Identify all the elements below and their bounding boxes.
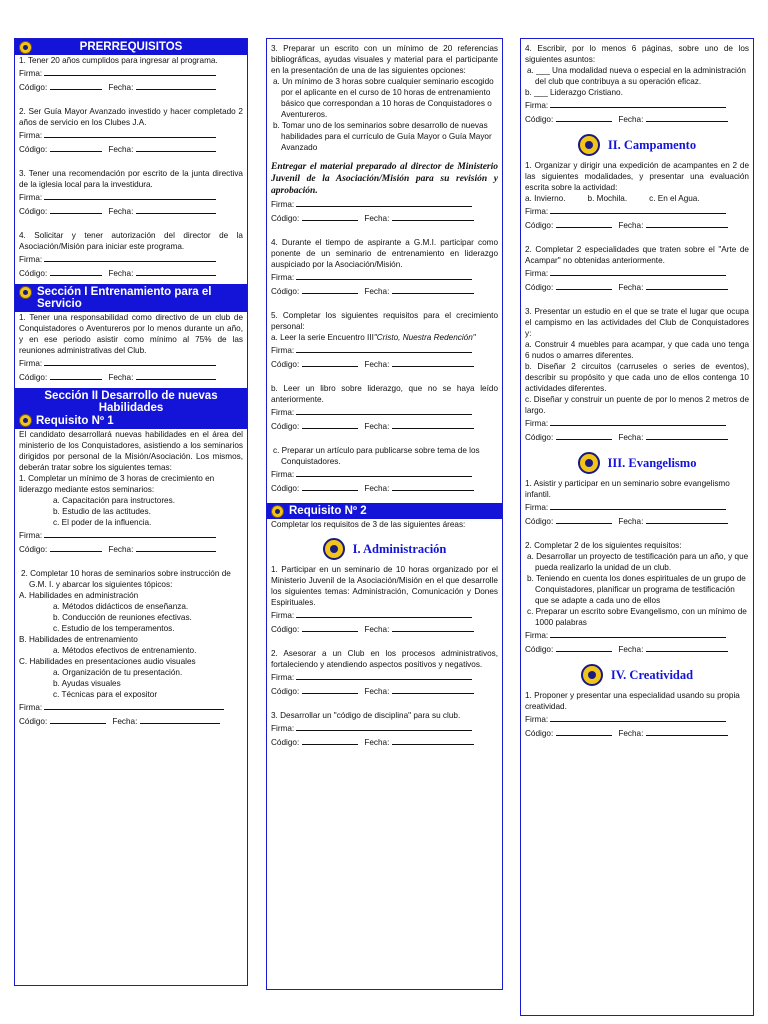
firma-line[interactable]: [296, 608, 472, 618]
list-item: b. Conducción de reuniones efectivas.: [53, 613, 192, 622]
section-heading: [521, 452, 753, 474]
column-2: [266, 38, 503, 990]
signature-block: Firma: Código: Fecha:: [15, 128, 247, 156]
item-4-option-b: b. ___ Liderazgo Cristiano.: [525, 88, 623, 97]
prereq-item-1: 1. Tener 20 años cumplidos para ingresar al programa.: [19, 56, 218, 65]
codigo-line[interactable]: [556, 642, 612, 652]
firma-line[interactable]: [550, 204, 726, 214]
fecha-line[interactable]: [392, 684, 474, 694]
firma-line[interactable]: [44, 190, 216, 200]
codigo-line[interactable]: [50, 80, 102, 90]
camp-item-3-c: c. Diseñar y construir un puente de por lo menos 2 metros de largo.: [525, 395, 749, 415]
signature-block: Firma: Código: Fecha:: [267, 721, 502, 749]
camp-item-1: 1. Organizar y dirigir una expedición de acampantes en 2 de las siguientes modalidades, y presentar una evaluación escrita sobre la actividad:: [525, 161, 749, 192]
fecha-line[interactable]: [136, 80, 216, 90]
signature-block: Firma: Código: Fecha:: [521, 416, 753, 444]
prereq-item-3: 3. Tener una recomendación por escrito de la junta directiva de la iglesia local para la investidura.: [19, 169, 243, 189]
firma-line[interactable]: [550, 712, 726, 722]
signature-block: Firma: Código: Fecha:: [521, 712, 753, 740]
firma-line[interactable]: [44, 66, 216, 76]
fecha-line[interactable]: [392, 211, 474, 221]
codigo-line[interactable]: [556, 726, 612, 736]
group-b-label: B. Habilidades de entrenamiento: [19, 635, 138, 644]
list-item: a. Métodos didácticos de enseñanza.: [53, 602, 189, 611]
codigo-line[interactable]: [302, 357, 358, 367]
firma-line[interactable]: [296, 343, 472, 353]
requisito-1-intro: El candidato desarrollará nuevas habilidades en el área del ministerio de los Conquistadores, asistiendo a los seminarios dirigidos por personal de la Misión/Asociación. Los mismos, deberán tratar sobre los siguientes temas:: [19, 430, 243, 472]
fecha-line[interactable]: [646, 112, 728, 122]
item-3-option-b: b. Tomar uno de los seminarios sobre desarrollo de nuevas habilidades para el currículo de Guía Mayor o Guía Mayor Avanzado: [273, 121, 492, 152]
camp-item-3-b: b. Diseñar 2 circuitos (carruseles o series de eventos), describir su propósito y que cada uno de ellos contenga 10 actividades diferentes.: [525, 362, 749, 393]
firma-line[interactable]: [550, 628, 726, 638]
list-item: c. El poder de la influencia.: [53, 518, 152, 527]
fecha-line[interactable]: [392, 284, 474, 294]
camp-item-1-options: a. Invierno. b. Mochila. c. En el Agua.: [525, 194, 700, 203]
signature-block: Firma: Código: Fecha:: [15, 190, 247, 218]
codigo-line[interactable]: [556, 112, 612, 122]
firma-line[interactable]: [44, 700, 224, 710]
evan-item-2: 2. Completar 2 de los siguientes requisitos:: [525, 541, 682, 550]
codigo-line[interactable]: [302, 284, 358, 294]
item-4-text: 4. Escribir, por lo menos 6 páginas, sobre uno de los siguientes asuntos:: [525, 44, 749, 64]
codigo-line[interactable]: [302, 735, 358, 745]
codigo-line[interactable]: [302, 622, 358, 632]
firma-line[interactable]: [296, 197, 472, 207]
list-item: a. Capacitación para instructores.: [53, 496, 175, 505]
fecha-line[interactable]: [646, 218, 728, 228]
codigo-line[interactable]: [50, 542, 102, 552]
signature-block: Firma: Código: Fecha:: [267, 405, 502, 433]
list-item: a. Organización de tu presentación.: [53, 668, 183, 677]
fecha-line[interactable]: [646, 430, 728, 440]
requisito-2-title: Requisito Nº 2: [289, 505, 367, 517]
fecha-line[interactable]: [392, 622, 474, 632]
prereq-item-2: 2. Ser Guía Mayor Avanzado investido y hacer completado 2 años de servicio en los Clubes J.A.: [19, 107, 243, 127]
list-item: a. Métodos efectivos de entrenamiento.: [53, 646, 197, 655]
firma-line[interactable]: [296, 467, 472, 477]
campamento-title: II. Campamento: [607, 137, 697, 152]
fecha-line[interactable]: [136, 542, 216, 552]
evan-item-2-a: a. Desarrollar un proyecto de testificación para un año, y que pueda realizarlo la unidad de un club.: [527, 552, 749, 572]
evangelismo-title: III. Evangelismo: [607, 455, 697, 470]
list-item: b. Ayudas visuales: [53, 679, 121, 688]
signature-block: Firma: Código: Fecha:: [521, 500, 753, 528]
emblem-icon: [578, 134, 600, 156]
emblem-icon: [581, 664, 603, 686]
firma-line[interactable]: [44, 128, 216, 138]
emblem-icon: [323, 538, 345, 560]
prerequisites-title: PRERREQUISITOS: [79, 41, 183, 53]
firma-line[interactable]: [550, 98, 726, 108]
section-1-title: Sección I Entrenamiento para el Servicio: [37, 286, 212, 310]
firma-line[interactable]: [296, 270, 472, 280]
requisito-2-header: [267, 503, 502, 519]
section-1-text: 1. Tener una responsabilidad como directivo de un club de Conquistadores o Aventureros por lo menos durante un año, y en ese periodo asistir como mínimo al 75% de las reuniones administrativas del Club.: [19, 313, 243, 355]
fecha-line[interactable]: [136, 370, 216, 380]
column-3: [520, 38, 754, 1016]
firma-line[interactable]: [296, 721, 472, 731]
firma-line[interactable]: [44, 252, 216, 262]
item-5-option-c: c. Preparar un artículo para publicarse sobre tema de los Conquistadores.: [273, 446, 480, 466]
emblem-icon: [19, 41, 32, 54]
emblem-icon: [271, 505, 284, 518]
signature-block: Firma: Código: Fecha:: [15, 66, 247, 94]
signature-block: Firma: Código: Fecha:: [521, 266, 753, 294]
signature-block: Firma: Código: Fecha:: [267, 197, 502, 225]
firma-line[interactable]: [44, 528, 216, 538]
codigo-line[interactable]: [302, 211, 358, 221]
evan-item-2-b: b. Teniendo en cuenta los dones espirituales de un grupo de Conquistadores, planificar un programa de testificación que se adapte a cada uno de ellos: [527, 574, 746, 605]
admin-item-1: 1. Participar en un seminario de 10 horas organizado por el Ministerio Juvenil de la Asociación/Misión en el que desarrolle los siguientes temas: Administración, Comunicación y Dones Espirituales.: [271, 565, 498, 607]
signature-block: Firma: Código: Fecha:: [15, 700, 247, 728]
signature-block: Firma: Código: Fecha:: [267, 467, 502, 495]
item-4-text: 4. Durante el tiempo de aspirante a G.M.I. participar como ponente de un seminario de entrenamiento en liderazgo auspiciado por la Asociación/Misión.: [271, 238, 498, 269]
codigo-line[interactable]: [50, 204, 102, 214]
emblem-icon: [578, 452, 600, 474]
admin-item-3: 3. Desarrollar un "código de disciplina" para su club.: [271, 711, 461, 720]
codigo-line[interactable]: [302, 481, 358, 491]
codigo-line[interactable]: [50, 142, 102, 152]
requisito-1-title: Requisito Nº 1: [36, 414, 114, 427]
fecha-line[interactable]: [392, 419, 474, 429]
item-3-text: 3. Preparar un escrito con un mínimo de 20 referencias bibliográficas, ayudas visuales y material para el participante en la presentación de una de las siguientes opciones:: [271, 44, 498, 75]
item-3-option-a: a. Un mínimo de 3 horas sobre cualquier seminario escogido por el aplicante en el curso de 10 horas de entrenamiento básico que correspondan a 10 horas de Conquistadores o Aventureros.: [273, 77, 494, 119]
evan-item-2-c: c. Preparar un escrito sobre Evangelismo, con un mínimo de 1000 palabras: [527, 607, 747, 627]
codigo-line[interactable]: [302, 684, 358, 694]
fecha-line[interactable]: [136, 266, 216, 276]
signature-block: Firma: Código: Fecha:: [267, 608, 502, 636]
list-item: b. Estudio de las actitudes.: [53, 507, 151, 516]
fecha-line[interactable]: [392, 357, 474, 367]
section-2-title: Sección II Desarrollo de nuevas Habilidades: [44, 390, 218, 414]
list-item: c. Estudio de los temperamentos.: [53, 624, 175, 633]
signature-block: Firma: Código: Fecha:: [15, 252, 247, 280]
requisito-1-item-2: 2. Completar 10 horas de seminarios sobre instrucción de G.M. I. y abarcar los siguientes tópicos:: [21, 569, 231, 589]
fecha-line[interactable]: [646, 642, 728, 652]
column-1: [14, 38, 248, 986]
section-2-header: [15, 388, 247, 429]
group-a-label: A. Habilidades en administración: [19, 591, 139, 600]
signature-block: Firma: Código: Fecha:: [15, 356, 247, 384]
signature-block: Firma: Código: Fecha:: [267, 343, 502, 371]
signature-block: Firma: Código: Fecha:: [267, 270, 502, 298]
fecha-line[interactable]: [140, 714, 220, 724]
list-item: c. Técnicas para el expositor: [53, 690, 158, 699]
codigo-line[interactable]: [50, 266, 102, 276]
signature-block: Firma: Código: Fecha:: [267, 670, 502, 698]
camp-item-3-a: a. Construir 4 muebles para acampar, y que cada uno tenga 6 nudos o amarres diferentes.: [525, 340, 749, 360]
codigo-line[interactable]: [556, 280, 612, 290]
fecha-line[interactable]: [392, 481, 474, 491]
administracion-title: I. Administración: [352, 541, 447, 556]
book-title: "Cristo, Nuestra Redención": [373, 333, 476, 342]
camp-item-2: 2. Completar 2 especialidades que traten sobre el "Arte de Acampar" no obtenidas anteriormente.: [525, 245, 749, 265]
item-5-option-b: b. Leer un libro sobre liderazgo, que no se haya leído anteriormente.: [271, 384, 498, 404]
firma-line[interactable]: [296, 670, 472, 680]
delivery-instruction: Entregar el material preparado al director de Ministerio Juvenil de la Asociación/Misión para su revisión y aprobación.: [271, 162, 498, 196]
requisito-2-intro: Completar los requisitos de 3 de las siguientes áreas:: [271, 520, 466, 529]
fecha-line[interactable]: [392, 735, 474, 745]
emblem-icon: [19, 286, 32, 299]
codigo-line[interactable]: [50, 714, 106, 724]
codigo-line[interactable]: [302, 419, 358, 429]
firma-line[interactable]: [550, 416, 726, 426]
admin-item-2: 2. Asesorar a un Club en los procesos administrativos, fortaleciendo y atendiendo aspectos positivos y negativos.: [271, 649, 498, 669]
item-5-option-a: a. Leer la serie Encuentro III"Cristo, Nuestra Redención": [271, 333, 476, 342]
creatividad-title: IV. Creatividad: [610, 667, 694, 682]
section-heading: [267, 538, 502, 560]
firma-line[interactable]: [550, 500, 726, 510]
item-5-text: 5. Completar los siguientes requisitos para el crecimiento personal:: [271, 311, 498, 331]
group-c-label: C. Habilidades en presentaciones audio visuales: [19, 657, 196, 666]
signature-block: Firma: Código: Fecha:: [521, 98, 753, 126]
codigo-line[interactable]: [50, 370, 102, 380]
signature-block: Firma: Código: Fecha:: [521, 204, 753, 232]
firma-line[interactable]: [44, 356, 216, 366]
prereq-item-4: 4. Solicitar y tener autorización del director de la Asociación/Misión para iniciar este programa.: [19, 231, 243, 251]
fecha-line[interactable]: [646, 514, 728, 524]
fecha-line[interactable]: [646, 726, 728, 736]
camp-item-3: 3. Presentar un estudio en el que se trate el lugar que ocupa el campismo en las actividades del Club de Conquistadores y:: [525, 307, 749, 338]
crea-item-1: 1. Proponer y presentar una especialidad usando su propia creatividad.: [525, 691, 740, 711]
codigo-line[interactable]: [556, 430, 612, 440]
section-heading: [521, 134, 753, 156]
emblem-icon: [19, 414, 32, 427]
codigo-line[interactable]: [556, 514, 612, 524]
section-1-header: [15, 284, 247, 312]
firma-line[interactable]: [296, 405, 472, 415]
requisito-1-item-1: 1. Completar un mínimo de 3 horas de crecimiento en liderazgo mediante estos seminarios:: [19, 474, 215, 494]
codigo-line[interactable]: [556, 218, 612, 228]
fecha-line[interactable]: [646, 280, 728, 290]
signature-block: Firma: Código: Fecha:: [521, 628, 753, 656]
section-heading: [521, 664, 753, 686]
prerequisites-header: [15, 39, 247, 55]
fecha-line[interactable]: [136, 142, 216, 152]
fecha-line[interactable]: [136, 204, 216, 214]
signature-block: Firma: Código: Fecha:: [15, 528, 247, 556]
item-4-option-a: a. ___ Una modalidad nueva o especial en la administración del club que contribuya a su operación eficaz.: [527, 66, 746, 86]
firma-line[interactable]: [550, 266, 726, 276]
evan-item-1: 1. Asistir y participar en un seminario sobre evangelismo infantil.: [525, 479, 730, 499]
